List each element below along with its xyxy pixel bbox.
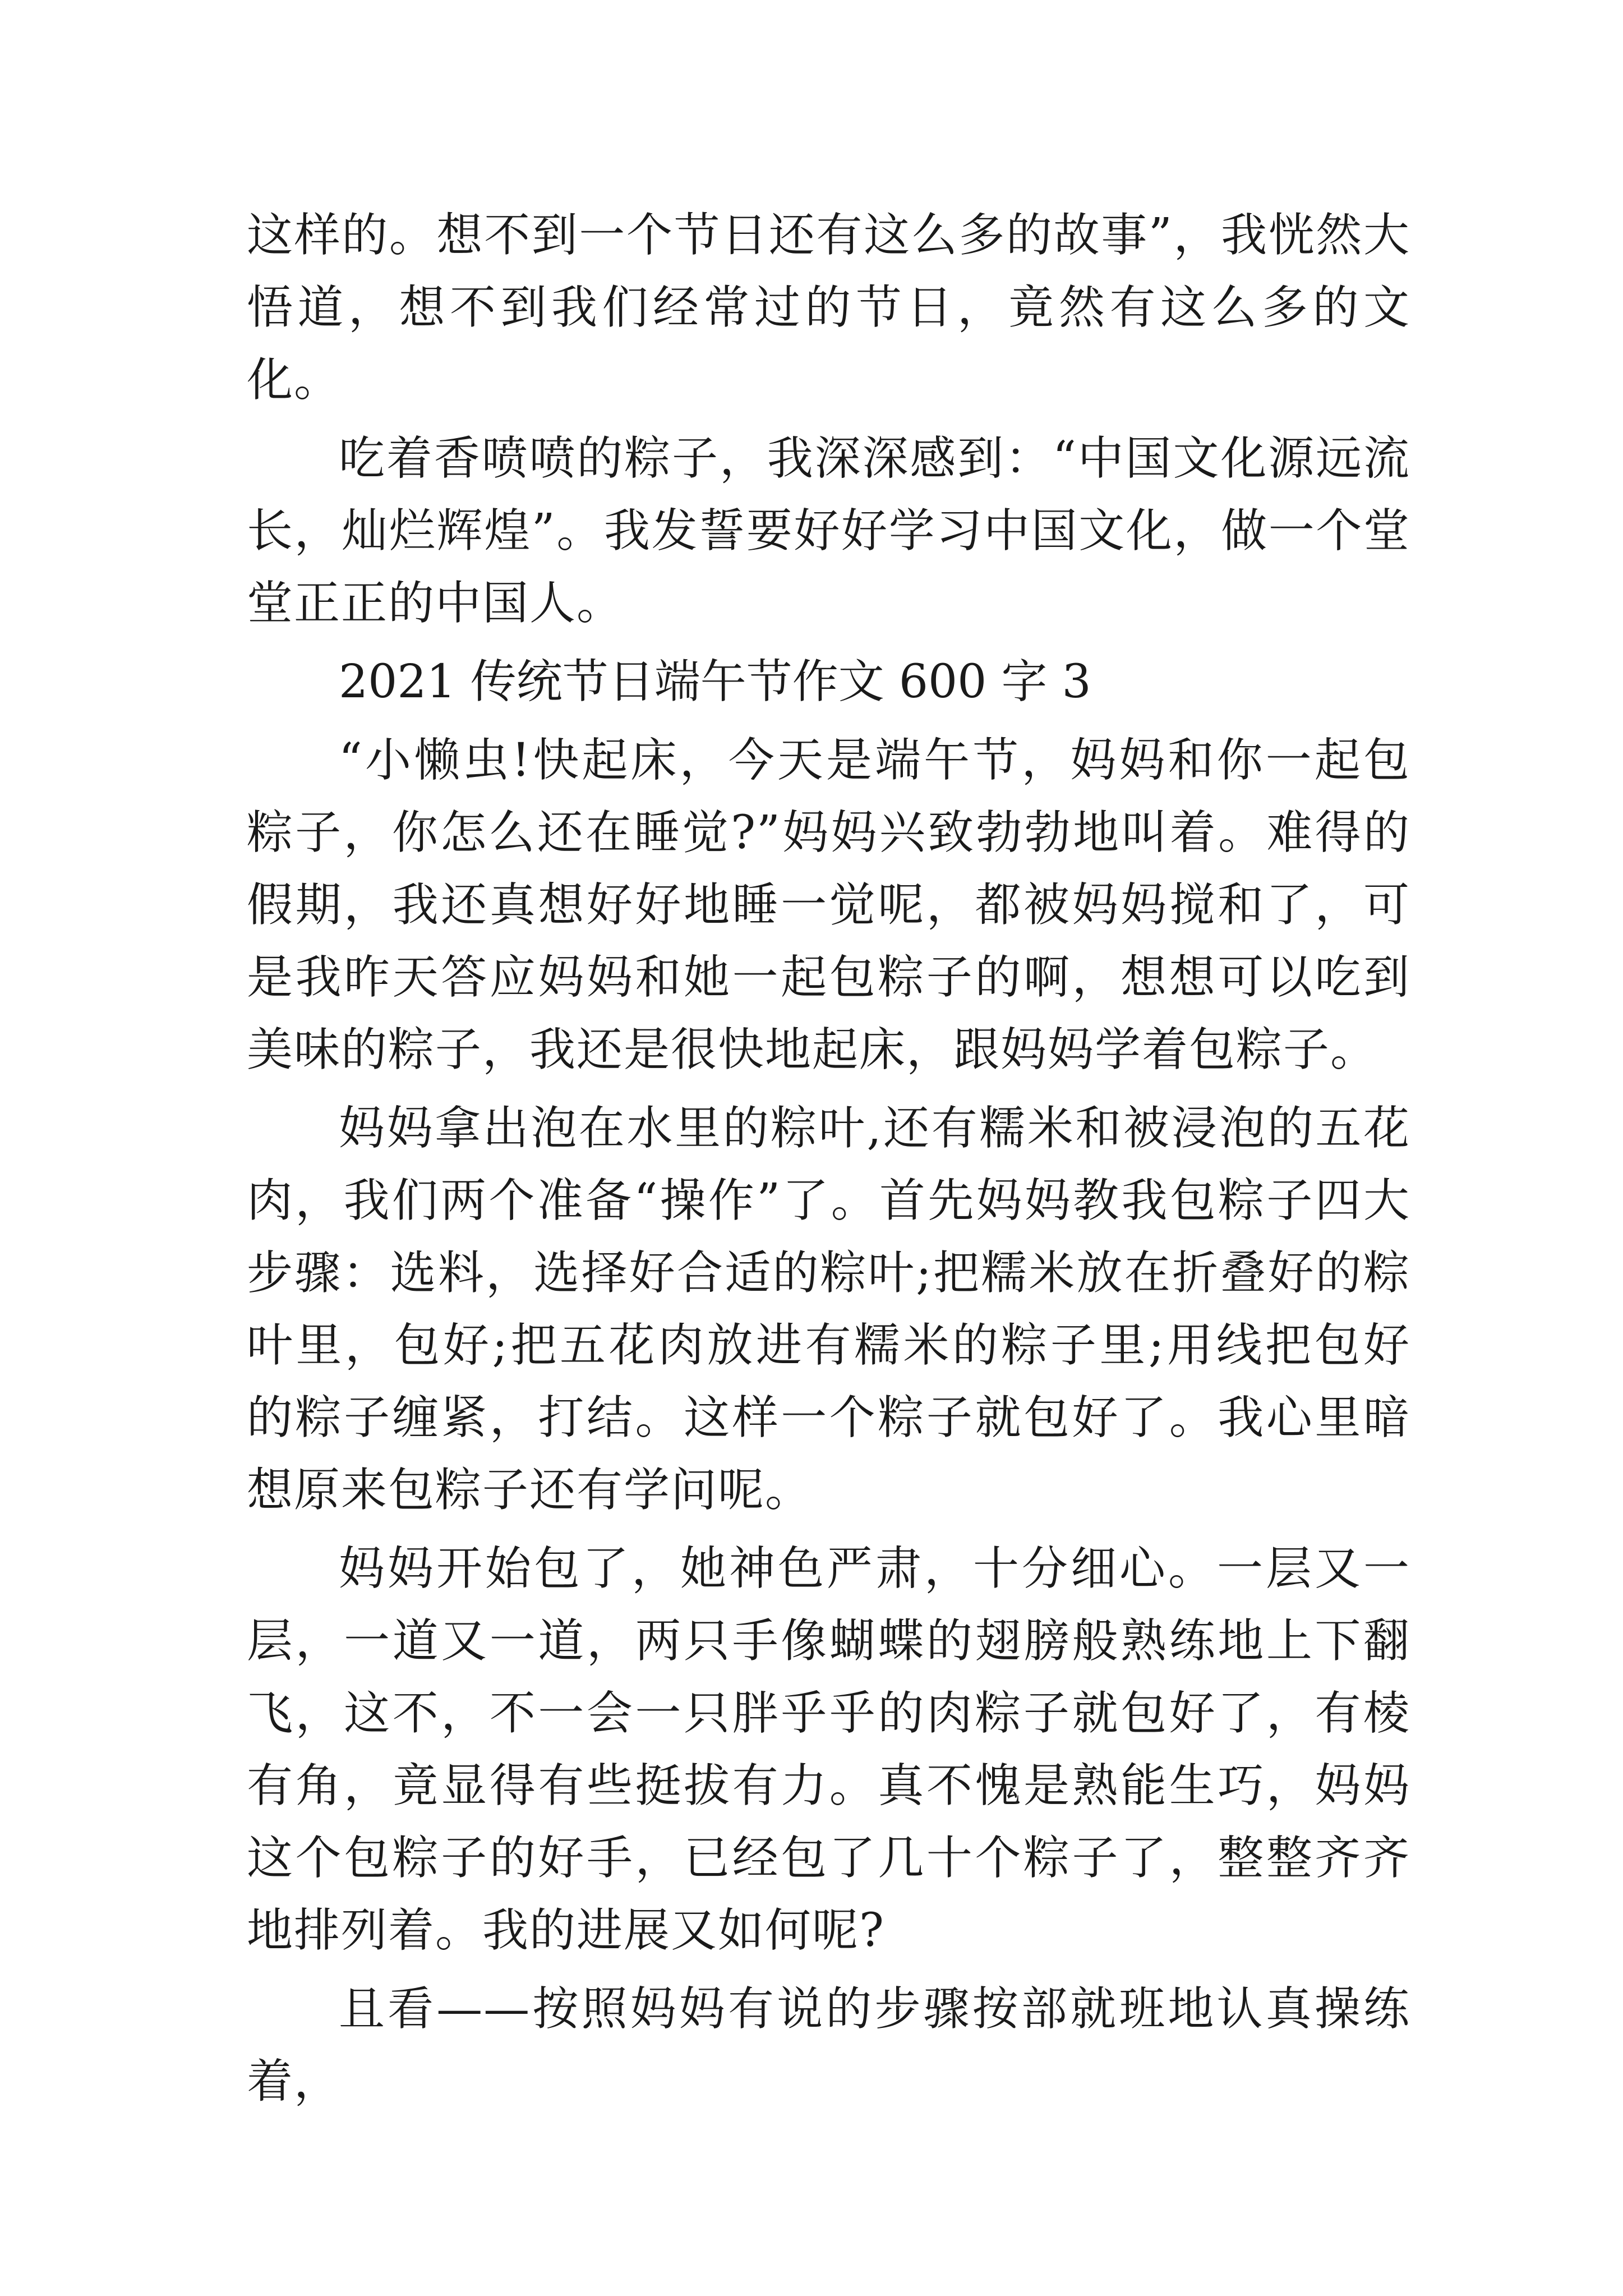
paragraph-5: 妈妈开始包了，她神色严肃，十分细心。一层又一层，一道又一道，两只手像蝴蝶的翅膀般熟练地上下翻飞，这不，不一会一只胖乎乎的肉粽子就包好了，有棱有角，竟显得有些挺拔有力。真不愧是熟能生巧，妈妈这个包粽子的好手，已经包了几十个粽子了，整整齐齐地排列着。我的进展又如何呢? bbox=[247, 1542, 1410, 1957]
paragraph-4: 妈妈拿出泡在水里的粽叶,还有糯米和被浸泡的五花肉，我们两个准备“操作”了。首先妈妈教我包粽子四大步骤：选料，选择好合适的粽叶;把糯米放在折叠好的粽叶里，包好;把五花肉放进有糯米的粽子里;用线把包好的粽子缠紧，打结。这样一个粽子就包好了。我心里暗想原来包粽子还有学问呢。 bbox=[247, 1102, 1410, 1517]
paragraph-2: 吃着香喷喷的粽子，我深深感到：“中国文化源远流长，灿烂辉煌”。我发誓要好好学习中国文化，做一个堂堂正正的中国人。 bbox=[247, 432, 1410, 630]
paragraph-1: 这样的。想不到一个节日还有这么多的故事”，我恍然大悟道，想不到我们经常过的节日，竟然有这么多的文化。 bbox=[247, 209, 1410, 407]
section-heading: 2021 传统节日端午节作文 600 字 3 bbox=[339, 655, 1091, 708]
paragraph-3: “小懒虫!快起床，今天是端午节，妈妈和你一起包粽子，你怎么还在睡觉?”妈妈兴致勃勃地叫着。难得的假期，我还真想好好地睡一觉呢，都被妈妈搅和了，可是我昨天答应妈妈和她一起包粽子的啊，想想可以吃到美味的粽子，我还是很快地起床，跟妈妈学着包粽子。 bbox=[247, 734, 1410, 1076]
paragraph-6: 且看——按照妈妈有说的步骤按部就班地认真操练着， bbox=[247, 1982, 1410, 2108]
document-body bbox=[247, 199, 1410, 2124]
